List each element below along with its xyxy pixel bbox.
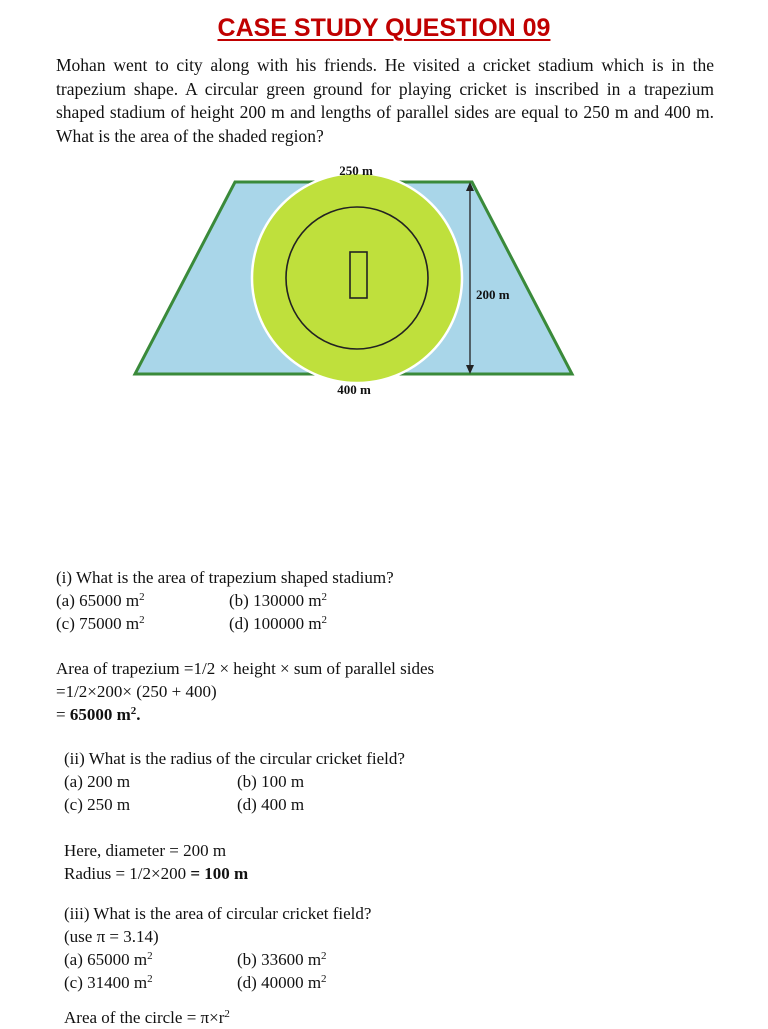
superscript: 2 [130, 705, 137, 717]
bottom-side-label: 400 m [337, 382, 371, 397]
superscript: 2 [147, 950, 153, 962]
answer-2-value: = 100 m [190, 864, 249, 883]
stadium-diagram [125, 160, 595, 405]
answer-2-prefix: Radius = 1/2×200 [64, 864, 191, 883]
q3-option-d: (d) 40000 m [237, 973, 322, 992]
superscript: 2 [139, 614, 145, 626]
superscript: 2 [321, 950, 327, 962]
q1-option-c: (c) 75000 m [56, 614, 140, 633]
question-3-text: (iii) What is the area of circular cricket field? [64, 904, 372, 923]
question-2-text: (ii) What is the radius of the circular cricket field? [64, 749, 405, 768]
question-2-options-row-1 [64, 770, 405, 793]
top-side-label: 250 m [339, 163, 373, 178]
answer-3-text: Area of the circle = π×r [64, 1008, 225, 1027]
superscript: 2 [321, 614, 328, 626]
answer-1-block [56, 657, 434, 726]
question-2-options-row-2 [64, 793, 405, 816]
question-3-options-row-2 [64, 971, 371, 994]
q2-option-a: (a) 200 m [64, 772, 131, 791]
height-label: 200 m [476, 287, 510, 302]
q1-option-d: (d) 100000 m [229, 614, 322, 633]
superscript: 2 [321, 973, 327, 985]
question-2-block [64, 747, 405, 816]
stadium-figure [125, 160, 595, 410]
q3-option-c: (c) 31400 m [64, 973, 148, 992]
superscript: 2 [224, 1008, 230, 1020]
q3-option-a: (a) 65000 m [64, 950, 148, 969]
green-ground-circle [252, 173, 462, 383]
question-3-options-row-1 [64, 948, 371, 971]
q3-option-b: (b) 33600 m [237, 950, 322, 969]
question-3-hint: (use π = 3.14) [64, 927, 159, 946]
answer-1-value: 65000 m [69, 705, 131, 724]
answer-2-block [64, 839, 248, 885]
q1-option-a: (a) 65000 m [56, 591, 140, 610]
answer-1-prefix: = [56, 705, 70, 724]
question-1-block [56, 566, 394, 635]
q2-option-c: (c) 250 m [64, 795, 131, 814]
intro-paragraph: Mohan went to city along with his friends. He visited a cricket stadium which is in the trapezium shape. A circular green ground for playing cricket is inscribed in a trapezium shaped stadium of height 200 m and lengths of parallel sides are equal to 250 m and 400 m. What is the area of the shaded region? [56, 55, 714, 146]
q2-option-d: (d) 400 m [237, 795, 305, 814]
answer-1-line-3 [56, 703, 434, 726]
superscript: 2 [147, 973, 153, 985]
question-1-options-row-2 [56, 612, 394, 635]
superscript: 2 [321, 591, 328, 603]
q2-option-b: (b) 100 m [237, 772, 305, 791]
question-1-options-row-1 [56, 589, 394, 612]
answer-2-line-2 [64, 862, 248, 885]
question-1-text: (i) What is the area of trapezium shaped stadium? [56, 568, 394, 587]
answer-3-line-1 [64, 1006, 230, 1029]
answer-2-line-1: Here, diameter = 200 m [64, 841, 227, 860]
answer-1-line-1: Area of trapezium =1/2 × height × sum of parallel sides [56, 659, 435, 678]
answer-3-block [64, 1006, 230, 1029]
answer-1-suffix: . [136, 705, 141, 724]
page-title: CASE STUDY QUESTION 09 [217, 14, 551, 42]
superscript: 2 [139, 591, 145, 603]
answer-1-line-2: =1/2×200× (250 + 400) [56, 682, 217, 701]
question-3-block [64, 902, 371, 994]
q1-option-b: (b) 130000 m [229, 591, 322, 610]
